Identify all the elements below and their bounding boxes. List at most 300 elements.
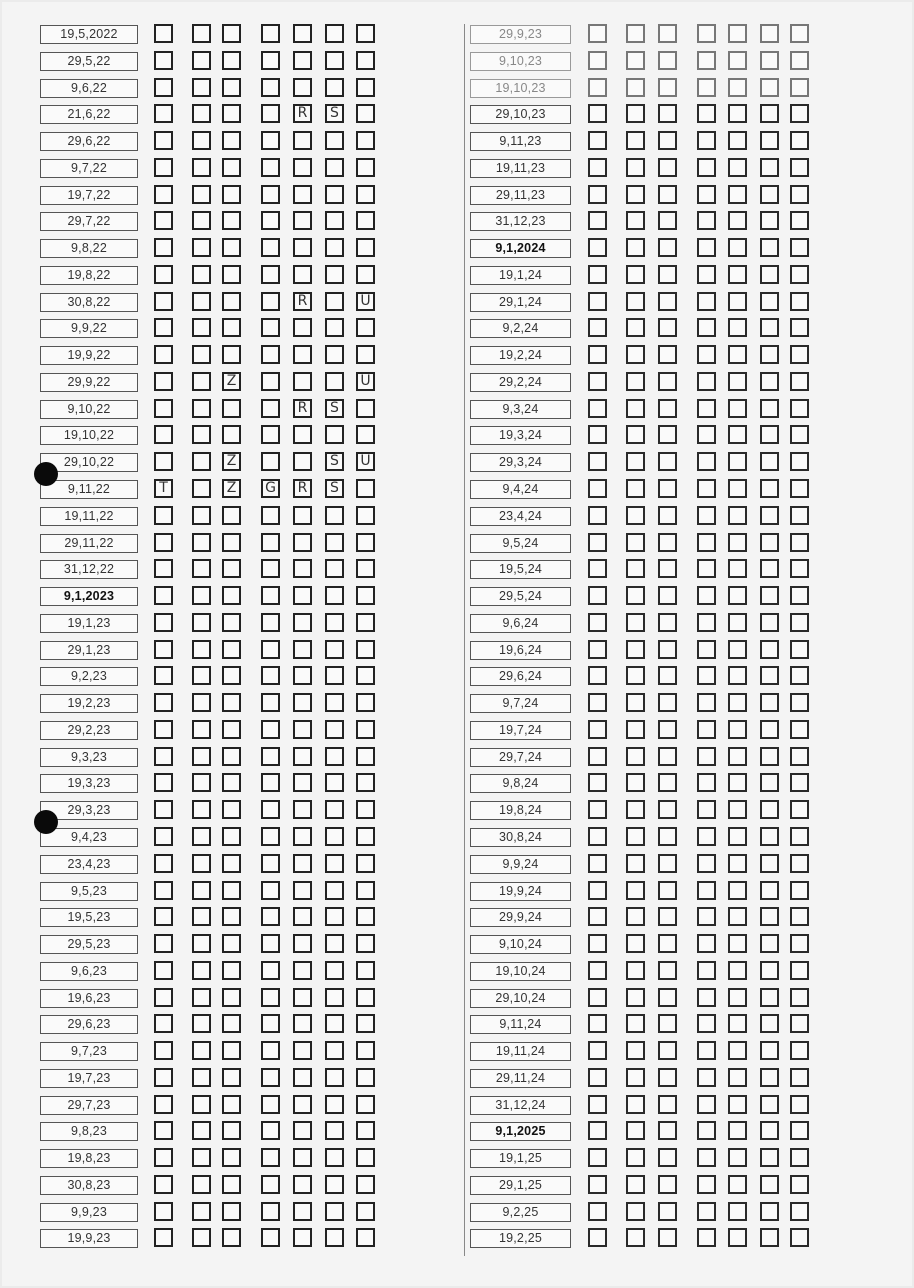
checkbox-5[interactable] (728, 666, 747, 685)
checkbox-7[interactable] (356, 51, 375, 70)
checkbox-7[interactable] (790, 854, 809, 873)
checkbox-7[interactable] (790, 104, 809, 123)
checkbox-2[interactable] (192, 399, 211, 418)
checkbox-2[interactable] (192, 238, 211, 257)
checkbox-7[interactable] (790, 479, 809, 498)
checkbox-7[interactable] (790, 452, 809, 471)
checkbox-2[interactable] (626, 640, 645, 659)
checkbox-5[interactable] (293, 559, 312, 578)
checkbox-1[interactable] (154, 1068, 173, 1087)
checkbox-3[interactable] (222, 506, 241, 525)
checkbox-7[interactable] (790, 131, 809, 150)
checkbox-7[interactable] (356, 399, 375, 418)
checkbox-6[interactable] (325, 51, 344, 70)
checkbox-1[interactable] (154, 881, 173, 900)
checkbox-7[interactable] (790, 1202, 809, 1221)
checkbox-5[interactable] (728, 800, 747, 819)
checkbox-7[interactable] (790, 881, 809, 900)
checkbox-7[interactable] (356, 881, 375, 900)
checkbox-1[interactable] (154, 1228, 173, 1247)
checkbox-4[interactable] (697, 907, 716, 926)
checkbox-1[interactable] (588, 693, 607, 712)
checkbox-4[interactable] (261, 533, 280, 552)
checkbox-1[interactable] (154, 586, 173, 605)
checkbox-1[interactable] (588, 452, 607, 471)
checkbox-6[interactable] (325, 185, 344, 204)
checkbox-4[interactable] (261, 1121, 280, 1140)
checkbox-5[interactable] (728, 452, 747, 471)
checkbox-6[interactable] (325, 934, 344, 953)
checkbox-4[interactable] (697, 372, 716, 391)
checkbox-5[interactable] (293, 1175, 312, 1194)
checkbox-1[interactable] (154, 158, 173, 177)
checkbox-5[interactable] (728, 104, 747, 123)
checkbox-1[interactable] (588, 51, 607, 70)
checkbox-6[interactable] (325, 1121, 344, 1140)
checkbox-5[interactable] (293, 238, 312, 257)
checkbox-6[interactable] (325, 773, 344, 792)
checkbox-1[interactable] (588, 666, 607, 685)
checkbox-3[interactable] (658, 988, 677, 1007)
checkbox-7[interactable] (356, 640, 375, 659)
checkbox-7[interactable] (356, 131, 375, 150)
checkbox-2[interactable] (626, 800, 645, 819)
checkbox-1[interactable] (154, 265, 173, 284)
checkbox-3[interactable] (222, 24, 241, 43)
checkbox-3[interactable] (658, 185, 677, 204)
checkbox-1[interactable] (154, 51, 173, 70)
checkbox-6[interactable] (325, 640, 344, 659)
checkbox-4[interactable] (697, 586, 716, 605)
checkbox-1[interactable] (154, 1041, 173, 1060)
checkbox-5[interactable] (293, 827, 312, 846)
checkbox-2[interactable] (626, 345, 645, 364)
checkbox-1[interactable] (588, 559, 607, 578)
checkbox-1[interactable] (588, 747, 607, 766)
checkbox-5[interactable] (293, 345, 312, 364)
checkbox-7[interactable] (356, 1095, 375, 1114)
checkbox-4[interactable] (697, 399, 716, 418)
checkbox-5[interactable] (728, 854, 747, 873)
checkbox-7[interactable] (790, 640, 809, 659)
checkbox-5[interactable] (728, 640, 747, 659)
checkbox-1[interactable] (154, 345, 173, 364)
checkbox-7[interactable] (356, 720, 375, 739)
checkbox-7[interactable] (790, 827, 809, 846)
checkbox-1[interactable] (154, 613, 173, 632)
checkbox-4[interactable] (261, 24, 280, 43)
checkbox-4[interactable] (261, 104, 280, 123)
checkbox-3[interactable] (222, 158, 241, 177)
checkbox-3[interactable] (222, 586, 241, 605)
checkbox-2[interactable] (626, 1068, 645, 1087)
checkbox-5[interactable] (728, 881, 747, 900)
checkbox-7[interactable] (790, 773, 809, 792)
checkbox-1[interactable] (588, 533, 607, 552)
checkbox-6[interactable] (760, 238, 779, 257)
checkbox-5[interactable] (728, 1068, 747, 1087)
checkbox-4[interactable] (261, 827, 280, 846)
checkbox-1[interactable] (588, 345, 607, 364)
checkbox-5[interactable] (293, 211, 312, 230)
checkbox-5[interactable] (293, 773, 312, 792)
checkbox-2[interactable] (626, 131, 645, 150)
checkbox-1[interactable] (588, 720, 607, 739)
checkbox-2[interactable] (192, 747, 211, 766)
checkbox-4[interactable] (261, 506, 280, 525)
checkbox-3[interactable] (222, 747, 241, 766)
checkbox-6[interactable] (760, 425, 779, 444)
checkbox-6[interactable] (760, 720, 779, 739)
checkbox-6[interactable] (760, 479, 779, 498)
checkbox-6[interactable]: S (325, 452, 344, 471)
checkbox-4[interactable] (697, 479, 716, 498)
checkbox-2[interactable] (192, 78, 211, 97)
checkbox-6[interactable] (760, 533, 779, 552)
checkbox-4[interactable] (697, 185, 716, 204)
checkbox-7[interactable]: U (356, 292, 375, 311)
checkbox-4[interactable]: G (261, 479, 280, 498)
checkbox-6[interactable] (760, 988, 779, 1007)
checkbox-4[interactable] (697, 158, 716, 177)
checkbox-3[interactable] (658, 1014, 677, 1033)
checkbox-3[interactable] (658, 1068, 677, 1087)
checkbox-2[interactable] (192, 1121, 211, 1140)
checkbox-1[interactable] (154, 399, 173, 418)
checkbox-1[interactable] (588, 318, 607, 337)
checkbox-4[interactable] (261, 693, 280, 712)
checkbox-2[interactable] (626, 24, 645, 43)
checkbox-1[interactable] (154, 425, 173, 444)
checkbox-3[interactable] (222, 961, 241, 980)
checkbox-7[interactable] (356, 934, 375, 953)
checkbox-4[interactable] (697, 934, 716, 953)
checkbox-6[interactable] (325, 318, 344, 337)
checkbox-5[interactable] (293, 158, 312, 177)
checkbox-1[interactable] (588, 800, 607, 819)
checkbox-7[interactable] (356, 1014, 375, 1033)
checkbox-4[interactable] (697, 1228, 716, 1247)
checkbox-6[interactable] (760, 51, 779, 70)
checkbox-7[interactable] (356, 827, 375, 846)
checkbox-7[interactable] (356, 506, 375, 525)
checkbox-4[interactable] (261, 1175, 280, 1194)
checkbox-3[interactable] (222, 345, 241, 364)
checkbox-2[interactable] (626, 104, 645, 123)
checkbox-4[interactable] (697, 854, 716, 873)
checkbox-4[interactable] (261, 961, 280, 980)
checkbox-1[interactable] (154, 104, 173, 123)
checkbox-3[interactable] (658, 452, 677, 471)
checkbox-3[interactable] (222, 640, 241, 659)
checkbox-4[interactable] (261, 666, 280, 685)
checkbox-6[interactable] (325, 345, 344, 364)
checkbox-6[interactable] (760, 211, 779, 230)
checkbox-3[interactable] (658, 1041, 677, 1060)
checkbox-5[interactable]: R (293, 104, 312, 123)
checkbox-3[interactable] (658, 345, 677, 364)
checkbox-2[interactable] (192, 934, 211, 953)
checkbox-4[interactable] (261, 1095, 280, 1114)
checkbox-3[interactable] (658, 854, 677, 873)
checkbox-7[interactable] (356, 988, 375, 1007)
checkbox-6[interactable] (760, 158, 779, 177)
checkbox-6[interactable] (325, 24, 344, 43)
checkbox-3[interactable] (222, 881, 241, 900)
checkbox-7[interactable] (790, 533, 809, 552)
checkbox-3[interactable] (658, 559, 677, 578)
checkbox-1[interactable] (588, 104, 607, 123)
checkbox-6[interactable] (325, 506, 344, 525)
checkbox-2[interactable] (626, 773, 645, 792)
checkbox-4[interactable] (261, 425, 280, 444)
checkbox-4[interactable] (697, 1202, 716, 1221)
checkbox-1[interactable]: T (154, 479, 173, 498)
checkbox-1[interactable] (154, 961, 173, 980)
checkbox-4[interactable] (697, 961, 716, 980)
checkbox-2[interactable] (192, 907, 211, 926)
checkbox-4[interactable] (261, 881, 280, 900)
checkbox-1[interactable] (588, 1014, 607, 1033)
checkbox-1[interactable] (588, 907, 607, 926)
checkbox-2[interactable] (626, 185, 645, 204)
checkbox-6[interactable] (760, 1095, 779, 1114)
checkbox-6[interactable] (760, 1041, 779, 1060)
checkbox-1[interactable] (154, 747, 173, 766)
checkbox-2[interactable] (192, 265, 211, 284)
checkbox-2[interactable] (192, 1202, 211, 1221)
checkbox-2[interactable] (626, 1041, 645, 1060)
checkbox-5[interactable] (728, 961, 747, 980)
checkbox-2[interactable] (626, 827, 645, 846)
checkbox-2[interactable] (626, 934, 645, 953)
checkbox-2[interactable] (192, 586, 211, 605)
checkbox-3[interactable] (658, 506, 677, 525)
checkbox-5[interactable] (293, 318, 312, 337)
checkbox-1[interactable] (154, 238, 173, 257)
checkbox-1[interactable] (588, 586, 607, 605)
checkbox-7[interactable] (356, 1148, 375, 1167)
checkbox-3[interactable] (222, 51, 241, 70)
checkbox-5[interactable] (728, 131, 747, 150)
checkbox-1[interactable] (588, 961, 607, 980)
checkbox-5[interactable] (728, 1121, 747, 1140)
checkbox-4[interactable] (261, 720, 280, 739)
checkbox-6[interactable] (760, 131, 779, 150)
checkbox-3[interactable] (222, 185, 241, 204)
checkbox-5[interactable] (728, 1095, 747, 1114)
checkbox-7[interactable] (790, 51, 809, 70)
checkbox-7[interactable] (356, 104, 375, 123)
checkbox-3[interactable] (222, 211, 241, 230)
checkbox-2[interactable] (192, 104, 211, 123)
checkbox-1[interactable] (154, 907, 173, 926)
checkbox-1[interactable] (588, 265, 607, 284)
checkbox-5[interactable] (728, 78, 747, 97)
checkbox-1[interactable] (588, 1148, 607, 1167)
checkbox-2[interactable] (626, 1202, 645, 1221)
checkbox-7[interactable] (356, 586, 375, 605)
checkbox-4[interactable] (261, 1041, 280, 1060)
checkbox-2[interactable] (626, 1121, 645, 1140)
checkbox-6[interactable] (760, 1202, 779, 1221)
checkbox-7[interactable] (790, 747, 809, 766)
checkbox-2[interactable] (626, 1175, 645, 1194)
checkbox-2[interactable] (626, 292, 645, 311)
checkbox-2[interactable] (192, 185, 211, 204)
checkbox-3[interactable] (222, 934, 241, 953)
checkbox-7[interactable] (790, 345, 809, 364)
checkbox-4[interactable] (697, 345, 716, 364)
checkbox-1[interactable] (588, 1121, 607, 1140)
checkbox-5[interactable] (728, 559, 747, 578)
checkbox-1[interactable] (588, 1095, 607, 1114)
checkbox-6[interactable] (325, 1014, 344, 1033)
checkbox-5[interactable] (728, 1014, 747, 1033)
checkbox-5[interactable] (293, 1228, 312, 1247)
checkbox-5[interactable] (728, 533, 747, 552)
checkbox-4[interactable] (697, 1014, 716, 1033)
checkbox-6[interactable] (325, 586, 344, 605)
checkbox-3[interactable] (658, 131, 677, 150)
checkbox-3[interactable] (222, 265, 241, 284)
checkbox-7[interactable] (356, 265, 375, 284)
checkbox-3[interactable]: Z (222, 479, 241, 498)
checkbox-4[interactable] (697, 613, 716, 632)
checkbox-2[interactable] (192, 51, 211, 70)
checkbox-3[interactable] (222, 318, 241, 337)
checkbox-2[interactable] (192, 854, 211, 873)
checkbox-3[interactable] (222, 1202, 241, 1221)
checkbox-6[interactable] (760, 185, 779, 204)
checkbox-4[interactable] (261, 131, 280, 150)
checkbox-2[interactable] (192, 988, 211, 1007)
checkbox-5[interactable] (728, 51, 747, 70)
checkbox-4[interactable] (697, 720, 716, 739)
checkbox-7[interactable] (790, 1148, 809, 1167)
checkbox-7[interactable] (356, 559, 375, 578)
checkbox-7[interactable] (790, 1228, 809, 1247)
checkbox-7[interactable] (356, 533, 375, 552)
checkbox-7[interactable] (790, 1121, 809, 1140)
checkbox-7[interactable] (790, 185, 809, 204)
checkbox-2[interactable] (626, 158, 645, 177)
checkbox-4[interactable] (697, 238, 716, 257)
checkbox-6[interactable] (760, 800, 779, 819)
checkbox-7[interactable] (790, 934, 809, 953)
checkbox-1[interactable] (588, 640, 607, 659)
checkbox-4[interactable] (697, 827, 716, 846)
checkbox-1[interactable] (588, 479, 607, 498)
checkbox-6[interactable] (760, 78, 779, 97)
checkbox-1[interactable] (588, 372, 607, 391)
checkbox-4[interactable] (261, 399, 280, 418)
checkbox-7[interactable] (356, 854, 375, 873)
checkbox-6[interactable] (760, 854, 779, 873)
checkbox-3[interactable] (222, 1095, 241, 1114)
checkbox-5[interactable] (293, 640, 312, 659)
checkbox-2[interactable] (626, 211, 645, 230)
checkbox-1[interactable] (154, 78, 173, 97)
checkbox-3[interactable] (222, 720, 241, 739)
checkbox-6[interactable] (325, 372, 344, 391)
checkbox-5[interactable] (728, 238, 747, 257)
checkbox-4[interactable] (697, 1148, 716, 1167)
checkbox-7[interactable] (790, 720, 809, 739)
checkbox-3[interactable] (658, 1121, 677, 1140)
checkbox-3[interactable] (658, 907, 677, 926)
checkbox-2[interactable] (626, 78, 645, 97)
checkbox-1[interactable] (154, 934, 173, 953)
checkbox-3[interactable] (658, 1095, 677, 1114)
checkbox-7[interactable] (356, 1121, 375, 1140)
checkbox-5[interactable] (293, 693, 312, 712)
checkbox-1[interactable] (154, 318, 173, 337)
checkbox-1[interactable] (154, 640, 173, 659)
checkbox-5[interactable] (293, 1041, 312, 1060)
checkbox-5[interactable] (728, 586, 747, 605)
checkbox-7[interactable] (356, 185, 375, 204)
checkbox-6[interactable] (325, 613, 344, 632)
checkbox-3[interactable] (658, 613, 677, 632)
checkbox-6[interactable] (760, 1228, 779, 1247)
checkbox-3[interactable] (658, 586, 677, 605)
checkbox-6[interactable] (325, 961, 344, 980)
checkbox-5[interactable] (293, 1095, 312, 1114)
checkbox-5[interactable] (728, 988, 747, 1007)
checkbox-3[interactable] (658, 399, 677, 418)
checkbox-3[interactable] (658, 425, 677, 444)
checkbox-5[interactable] (728, 907, 747, 926)
checkbox-4[interactable] (261, 211, 280, 230)
checkbox-2[interactable] (626, 1148, 645, 1167)
checkbox-1[interactable] (154, 1095, 173, 1114)
checkbox-5[interactable] (293, 934, 312, 953)
checkbox-4[interactable] (261, 158, 280, 177)
checkbox-3[interactable] (658, 1202, 677, 1221)
checkbox-6[interactable] (325, 988, 344, 1007)
checkbox-2[interactable] (626, 533, 645, 552)
checkbox-4[interactable] (697, 104, 716, 123)
checkbox-7[interactable] (790, 292, 809, 311)
checkbox-2[interactable] (192, 1228, 211, 1247)
checkbox-3[interactable] (222, 854, 241, 873)
checkbox-1[interactable] (588, 1175, 607, 1194)
checkbox-6[interactable] (325, 747, 344, 766)
checkbox-3[interactable] (658, 747, 677, 766)
checkbox-4[interactable] (697, 265, 716, 284)
checkbox-6[interactable] (760, 1014, 779, 1033)
checkbox-3[interactable] (658, 693, 677, 712)
checkbox-6[interactable] (325, 720, 344, 739)
checkbox-1[interactable] (588, 613, 607, 632)
checkbox-6[interactable] (325, 907, 344, 926)
checkbox-1[interactable] (154, 988, 173, 1007)
checkbox-1[interactable] (588, 1068, 607, 1087)
checkbox-7[interactable] (356, 425, 375, 444)
checkbox-7[interactable] (790, 211, 809, 230)
checkbox-4[interactable] (697, 131, 716, 150)
checkbox-2[interactable] (626, 747, 645, 766)
checkbox-6[interactable] (325, 1228, 344, 1247)
checkbox-5[interactable] (293, 586, 312, 605)
checkbox-6[interactable] (325, 425, 344, 444)
checkbox-4[interactable] (697, 292, 716, 311)
checkbox-5[interactable] (728, 158, 747, 177)
checkbox-3[interactable]: Z (222, 372, 241, 391)
checkbox-5[interactable] (293, 613, 312, 632)
checkbox-1[interactable] (588, 934, 607, 953)
